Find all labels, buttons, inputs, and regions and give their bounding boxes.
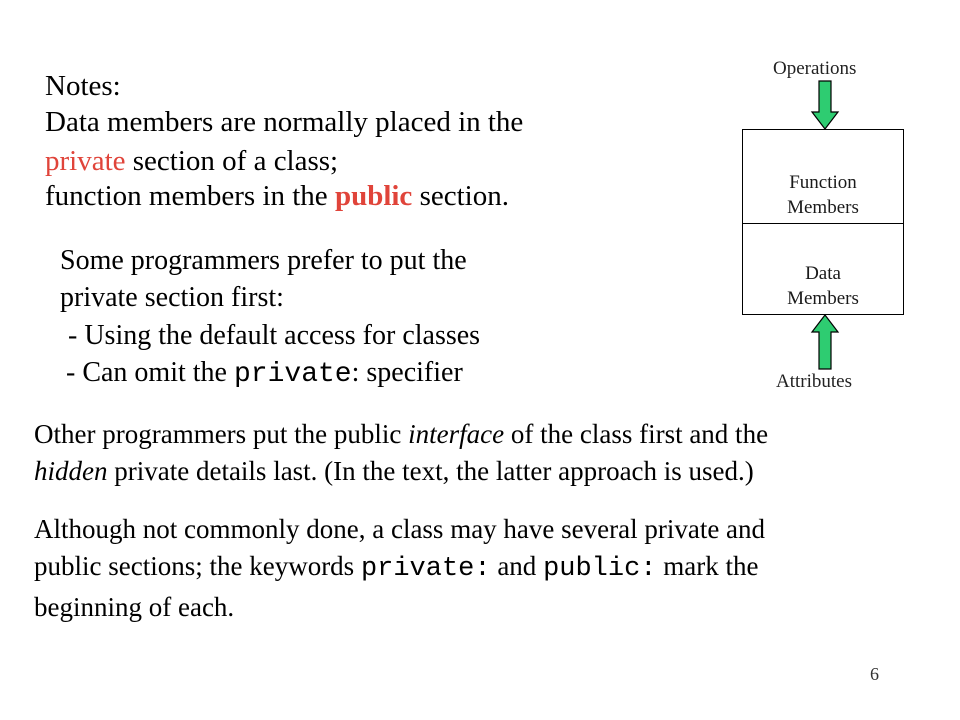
notes-line-3 xyxy=(45,177,509,215)
data-members-label-1: Data xyxy=(805,263,841,284)
attributes-arrow-shape xyxy=(812,315,838,369)
notes-heading: Notes: xyxy=(45,70,121,102)
although-line-3: beginning of each. xyxy=(34,592,235,622)
notes-line-3-end: section. xyxy=(412,180,509,212)
although-line-2 xyxy=(34,548,758,587)
other-line-2 xyxy=(34,453,754,489)
other-line-2-b: private details last. (In the text, the latter approach is used.) xyxy=(107,456,754,486)
programmers-bullet-1: - Using the default access for classes xyxy=(68,320,481,351)
attributes-arrow xyxy=(810,314,840,370)
private-keyword-code: private: xyxy=(360,554,491,584)
programmers-line-2: private section first: xyxy=(60,282,284,313)
public-keyword-code: public: xyxy=(543,554,657,584)
although-line-2-b: and xyxy=(490,551,544,581)
operations-arrow-shape xyxy=(812,81,838,129)
data-members-box xyxy=(742,223,904,315)
other-line-1 xyxy=(34,416,768,452)
public-highlight: public xyxy=(334,180,413,212)
data-members-label-2: Members xyxy=(787,288,859,309)
notes-line-3-start: function members in the xyxy=(45,180,335,212)
attributes-label: Attributes xyxy=(776,371,852,392)
function-members-label-2: Members xyxy=(787,197,859,218)
private-code: private xyxy=(233,359,352,390)
function-members-box xyxy=(742,129,904,224)
notes-line-2 xyxy=(45,142,338,180)
operations-label: Operations xyxy=(773,58,857,79)
programmers-line-1: Some programmers prefer to put the xyxy=(60,245,467,276)
private-highlight: private xyxy=(45,145,126,177)
other-line-1-a: Other programmers put the public xyxy=(34,419,409,449)
other-line-1-b: of the class first and the xyxy=(504,419,769,449)
programmers-bullet-2 xyxy=(66,355,463,393)
interface-italic: interface xyxy=(408,419,505,449)
operations-arrow xyxy=(810,80,840,130)
although-line-2-a: public sections; the keywords xyxy=(34,551,361,581)
although-line-2-c: mark the xyxy=(656,551,759,581)
although-line-1: Although not commonly done, a class may have several private and xyxy=(34,514,766,544)
bullet-2-start: - Can omit the xyxy=(66,357,234,388)
bullet-2-end: : specifier xyxy=(351,357,463,388)
page-number: 6 xyxy=(870,664,879,684)
hidden-italic: hidden xyxy=(34,456,108,486)
notes-line-2-rest: section of a class; xyxy=(125,145,339,177)
function-members-label-1: Function xyxy=(789,172,857,193)
notes-line-1: Data members are normally placed in the xyxy=(45,106,524,138)
